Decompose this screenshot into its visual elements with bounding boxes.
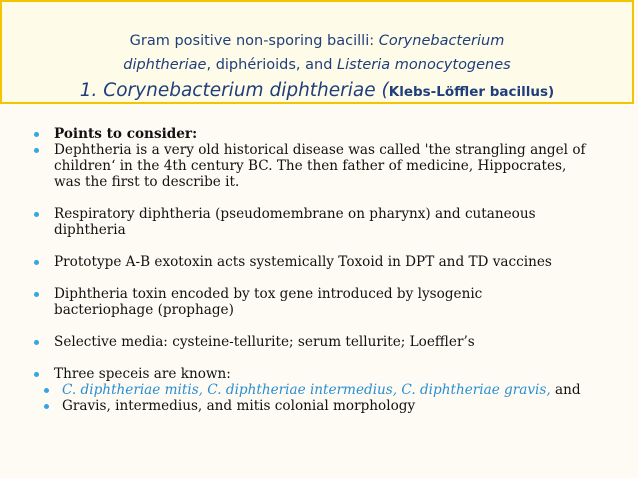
title-text: Gram positive non-sporing bacilli:: [129, 33, 379, 49]
title-italic: diphtheriae: [123, 57, 207, 73]
list-item: [32, 366, 632, 382]
title-line-2: [2, 58, 632, 73]
title-box: [0, 0, 634, 104]
subtitle-alias: Klebs-Löffler bacillus): [388, 84, 555, 100]
list-item: [32, 206, 632, 238]
bullet-list: [32, 126, 632, 414]
bullet-icon: [34, 132, 39, 137]
title-italic: Listeria monocytogenes: [337, 57, 511, 73]
bullet-icon: [44, 404, 49, 409]
sub-list-item: [32, 398, 632, 414]
bullet-icon: [34, 212, 39, 217]
list-item: [32, 254, 632, 270]
item-text: children‘ in the 4th century BC. The then father of medicine, Hippocrates,: [54, 158, 567, 174]
item-text: Diphtheria toxin encoded by tox gene introduced by lysogenic: [54, 286, 483, 302]
bullet-icon: [34, 260, 39, 265]
item-text: Three speceis are known:: [54, 366, 231, 382]
item-text: Selective media: cysteine-tellurite; serum tellurite; Loeffler’s: [54, 334, 475, 350]
bullet-icon: [44, 388, 49, 393]
item-text: diphtheria: [54, 222, 126, 238]
subtitle: [2, 82, 632, 101]
list-item: [32, 334, 632, 350]
list-item: [32, 286, 632, 318]
list-item: [32, 142, 632, 190]
bullet-icon: [34, 292, 39, 297]
title-text: , diphérioids, and: [206, 57, 338, 73]
title-line-1: [2, 34, 632, 49]
item-text: was the first to describe it.: [54, 174, 240, 190]
bullet-icon: [34, 372, 39, 377]
bullet-icon: [34, 148, 39, 153]
item-text: C. diphtheriae mitis, C. diphtheriae intermedius, C. diphtheriae gravis,: [62, 382, 551, 398]
item-text: Respiratory diphtheria (pseudomembrane on pharynx) and cutaneous: [54, 206, 536, 222]
item-text: Gravis, intermedius, and mitis colonial morphology: [62, 398, 416, 414]
subtitle-main: 1. Corynebacterium diphtheriae (: [79, 80, 389, 101]
title-italic: Corynebacterium: [378, 33, 505, 49]
sub-list-item: [32, 382, 632, 398]
item-text: Points to consider:: [54, 126, 198, 142]
bullet-icon: [34, 340, 39, 345]
item-text: Prototype A-B exotoxin acts systemically Toxoid in DPT and TD vaccines: [54, 254, 552, 270]
item-text: bacteriophage (prophage): [54, 302, 234, 318]
list-item: [32, 126, 632, 142]
item-text: Dephtheria is a very old historical disease was called 'the strangling angel of: [54, 142, 586, 158]
item-text: and: [550, 382, 581, 398]
